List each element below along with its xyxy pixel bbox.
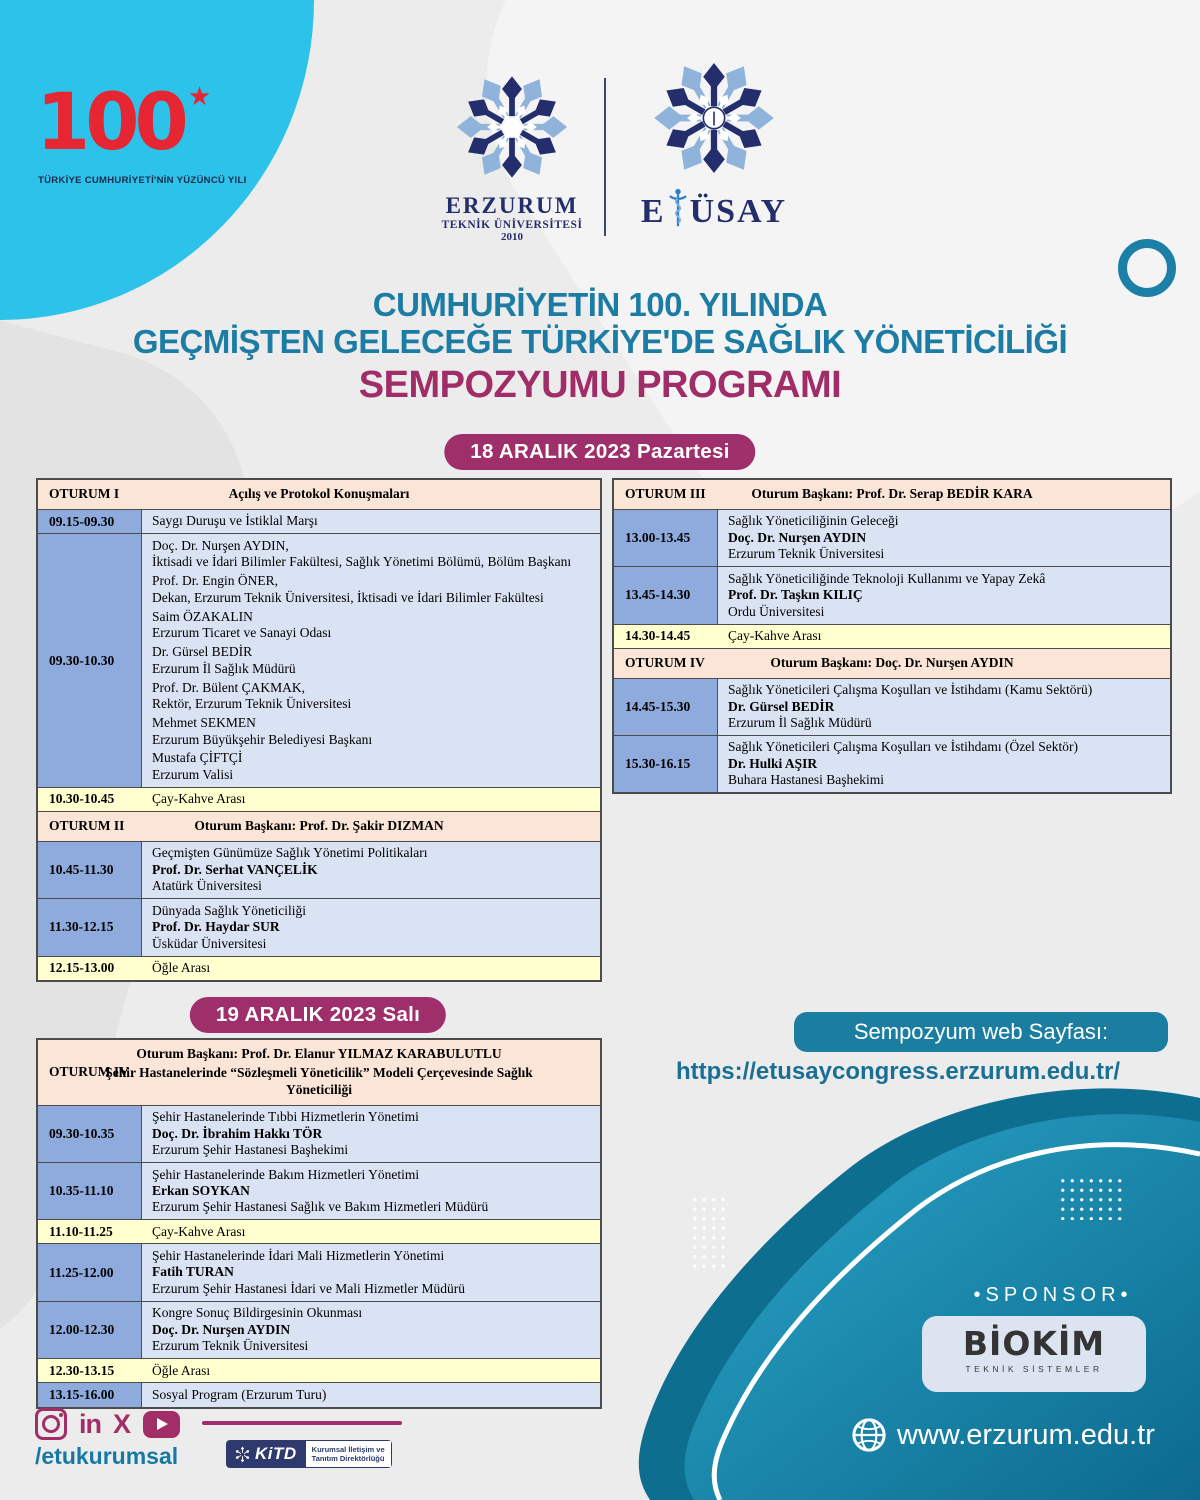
schedule-entry: Doç. Dr. Nurşen AYDIN, İktisadi ve İdari Bilimler Fakültesi, Sağlık Yönetimi Bölümü, Bölüm Başkanı — [152, 537, 572, 570]
schedule-row-item-10.45-11.30 — [38, 841, 600, 898]
break-time: 14.30-14.45 — [625, 628, 691, 644]
time-cell: 13.45-14.30 — [614, 567, 718, 623]
schedule-row-session — [38, 480, 600, 509]
session-label: OTURUM IV — [49, 1064, 129, 1080]
content-cell — [142, 1302, 600, 1358]
content-cell — [142, 1163, 600, 1219]
session-title: Açılış ve Protokol Konuşmaları — [228, 486, 410, 501]
logo-divider — [604, 78, 606, 236]
content-cell — [718, 736, 1170, 792]
schedule-row-break-12.15-13.00 — [38, 956, 600, 980]
biokim-subtitle: TEKNİK SİSTEMLER — [965, 1364, 1103, 1374]
social-handle[interactable]: /etukurumsal — [35, 1443, 179, 1469]
schedule-row-item-13.00-13.45 — [614, 509, 1170, 566]
schedule-row-session — [38, 1040, 600, 1105]
kitd-name-line1: Kurumsal İletişim ve — [311, 1445, 385, 1454]
etusay-wordmark-left: E — [640, 193, 666, 230]
kitd-short-name: KiTD — [255, 1444, 297, 1463]
break-label: Çay-Kahve Arası — [152, 1223, 246, 1239]
content-cell — [718, 567, 1170, 623]
schedule-entry: Sağlık Yöneticileri Çalışma Koşulları ve İstihdamı (Kamu Sektörü) Dr. Gürsel BEDİR Erzurum İl Sağlık Müdürü — [728, 682, 1093, 730]
session-title: Oturum Başkanı: Prof. Dr. Elanur YILMAZ KARABULUTLU Şehir Hastanelerinde “Sözleşmeli Yöneticilik” Modeli Çerçevesinde Sağlık Yöneticiliği — [105, 1046, 533, 1097]
time-cell: 11.25-12.00 — [38, 1244, 142, 1300]
schedule-row-break-10.30-10.45 — [38, 787, 600, 811]
schedule-entry: Sağlık Yöneticiliğinde Teknoloji Kullanımı ve Yapay Zekâ Prof. Dr. Taşkın KILIÇ Ordu Üniversitesi — [728, 570, 1046, 619]
youtube-icon[interactable] — [143, 1411, 180, 1438]
schedule-entry: Kongre Sonuç Bildirgesinin Okunması Doç. Dr. Nurşen AYDIN Erzurum Teknik Üniversitesi — [152, 1305, 363, 1354]
time-cell: 10.35-11.10 — [38, 1163, 142, 1219]
schedule-entry: Mehmet SEKMEN Erzurum Büyükşehir Belediyesi Başkanı — [152, 715, 373, 747]
schedule-row-item-14.45-15.30 — [614, 678, 1170, 735]
x-icon[interactable]: X — [113, 1408, 132, 1439]
teal-wave-panel — [600, 1080, 1200, 1500]
symposium-url[interactable]: https://etusaycongress.erzurum.edu.tr/ — [675, 1058, 1121, 1085]
kitd-badge — [226, 1440, 305, 1468]
kitd-logo — [226, 1440, 392, 1468]
kitd-full-name — [305, 1440, 392, 1468]
content-cell — [142, 899, 600, 955]
linkedin-icon[interactable]: in — [79, 1408, 101, 1439]
schedule-entry: Mustafa ÇİFTÇİ Erzurum Valisi — [152, 750, 243, 782]
schedule-row-session — [614, 648, 1170, 678]
session-label: OTURUM III — [625, 486, 706, 502]
website-url[interactable]: www.erzurum.edu.tr — [897, 1418, 1155, 1451]
etusay-snowflake-icon — [650, 54, 778, 182]
content-cell — [142, 510, 600, 533]
schedule-row-break-11.10-11.25 — [38, 1219, 600, 1243]
globe-icon — [850, 1416, 888, 1454]
dot-grid-right — [1058, 1176, 1124, 1220]
poster-title — [0, 286, 1200, 407]
centennial-number: 100 — [36, 78, 184, 168]
time-cell: 15.30-16.15 — [614, 736, 718, 792]
schedule-table-day2 — [36, 1038, 602, 1409]
etu-year: 2010 — [501, 231, 523, 243]
schedule-entry: Prof. Dr. Engin ÖNER, Dekan, Erzurum Teknik Üniversitesi, İktisadi ve İdari Bilimler Fakültesi — [152, 573, 544, 605]
schedule-entry: Şehir Hastanelerinde Tıbbi Hizmetlerin Yönetimi Doç. Dr. İbrahim Hakkı TÖR Erzurum Şehir Hastanesi Başhekimi — [152, 1109, 419, 1158]
etu-name-line1: ERZURUM — [445, 193, 579, 218]
schedule-row-item-09.15-09.30 — [38, 509, 600, 533]
title-line1: CUMHURİYETİN 100. YILINDA — [372, 286, 828, 323]
schedule-entry: Şehir Hastanelerinde Bakım Hizmetleri Yönetimi Erkan SOYKAN Erzurum Şehir Hastanesi Sağlık ve Bakım Hizmetleri Müdürü — [152, 1166, 489, 1215]
schedule-row-item-12.00-12.30 — [38, 1301, 600, 1358]
schedule-entry: Şehir Hastanelerinde İdari Mali Hizmetlerin Yönetimi Fatih TURAN Erzurum Şehir Hastanesi İdari ve Mali Hizmetler Müdürü — [152, 1247, 466, 1296]
social-icons — [35, 1408, 180, 1440]
content-cell — [718, 510, 1170, 566]
schedule-row-item-11.30-12.15 — [38, 898, 600, 955]
session-label: OTURUM I — [49, 486, 120, 502]
break-label: Öğle Arası — [152, 1362, 211, 1378]
schedule-entry: Saygı Duruşu ve İstiklal Marşı — [152, 513, 318, 529]
schedule-entry: Geçmişten Günümüze Sağlık Yönetimi Politikaları Prof. Dr. Serhat VANÇELİK Atatürk Üniversitesi — [152, 845, 428, 894]
kitd-snowflake-icon — [234, 1446, 251, 1463]
session-label: OTURUM II — [49, 818, 125, 834]
schedule-entry: Dünyada Sağlık Yöneticiliği Prof. Dr. Haydar SUR Üsküdar Üniversitesi — [152, 902, 306, 951]
sponsor-label: •SPONSOR• — [973, 1284, 1133, 1306]
schedule-entry: Prof. Dr. Bülent ÇAKMAK, Rektör, Erzurum Teknik Üniversitesi — [152, 679, 352, 712]
schedule-row-item-13.45-14.30 — [614, 566, 1170, 623]
etu-name-line2: TEKNİK ÜNİVERSİTESİ — [441, 219, 583, 231]
time-cell: 11.30-12.15 — [38, 899, 142, 955]
schedule-row-session — [614, 480, 1170, 509]
schedule-entry: Dr. Gürsel BEDİR Erzurum İl Sağlık Müdürü — [152, 644, 296, 676]
etusay-wordmark — [626, 187, 802, 229]
session-label: OTURUM IV — [625, 655, 705, 671]
schedule-entry: Sosyal Program (Erzurum Turu) — [152, 1386, 327, 1402]
time-cell: 13.00-13.45 — [614, 510, 718, 566]
schedule-entry: Sağlık Yöneticileri Çalışma Koşulları ve İstihdamı (Özel Sektör) Dr. Hulki AŞIR Buhara Hastanesi Başhekimi — [728, 739, 1079, 788]
time-cell: 13.15-16.00 — [38, 1383, 142, 1406]
time-cell: 09.30-10.35 — [38, 1106, 142, 1162]
etu-snowflake-icon — [453, 68, 571, 186]
break-time: 12.30-13.15 — [49, 1362, 115, 1378]
session-title: Oturum Başkanı: Doç. Dr. Nurşen AYDIN — [770, 654, 1014, 670]
centennial-100-logo — [36, 78, 212, 168]
schedule-row-break-12.30-13.15 — [38, 1358, 600, 1382]
schedule-row-item-13.15-16.00 — [38, 1382, 600, 1406]
break-label: Öğle Arası — [152, 960, 211, 976]
content-cell — [142, 1244, 600, 1300]
caduceus-icon — [668, 187, 688, 229]
star-icon: ★ — [187, 82, 212, 112]
title-line3: SEMPOZYUMU PROGRAMI — [358, 363, 842, 406]
day2-date-badge: 19 ARALIK 2023 Salı — [190, 997, 446, 1033]
university-website[interactable] — [850, 1416, 1155, 1454]
content-cell — [142, 1106, 600, 1162]
title-line2: GEÇMİŞTEN GELECEĞE TÜRKİYE'DE SAĞLIK YÖNETİCİLİĞİ — [132, 323, 1068, 361]
content-cell — [142, 534, 600, 787]
time-cell: 09.30-10.30 — [38, 534, 142, 787]
schedule-entry: Saim ÖZAKALIN Erzurum Ticaret ve Sanayi Odası — [152, 608, 332, 641]
schedule-row-item-15.30-16.15 — [614, 735, 1170, 792]
schedule-row-item-11.25-12.00 — [38, 1243, 600, 1300]
etu-logo — [430, 68, 594, 243]
schedule-entry: Sağlık Yöneticiliğinin Geleceği Doç. Dr. Nurşen AYDIN Erzurum Teknik Üniversitesi — [728, 513, 899, 562]
schedule-row-item-10.35-11.10 — [38, 1162, 600, 1219]
centennial-caption: TÜRKİYE CUMHURİYETİ'NİN YÜZÜNCÜ YILI — [38, 175, 247, 186]
schedule-table-day1-left — [36, 478, 602, 982]
time-cell: 09.15-09.30 — [38, 510, 142, 533]
schedule-row-item-09.30-10.30 — [38, 533, 600, 787]
etusay-logo — [626, 54, 802, 229]
break-time: 10.30-10.45 — [49, 791, 115, 807]
break-label: Çay-Kahve Arası — [728, 628, 822, 644]
time-cell: 14.45-15.30 — [614, 679, 718, 735]
schedule-row-session — [38, 811, 600, 841]
dot-grid-left — [690, 1195, 726, 1273]
schedule-table-day1-right — [612, 478, 1172, 794]
break-label: Çay-Kahve Arası — [152, 791, 246, 807]
kitd-name-line2: Tanıtım Direktörlüğü — [311, 1454, 385, 1463]
time-cell: 10.45-11.30 — [38, 842, 142, 898]
biokim-name: BİOKİM — [962, 1324, 1106, 1363]
session-title: Oturum Başkanı: Prof. Dr. Şakir DIZMAN — [194, 817, 444, 833]
instagram-icon[interactable] — [35, 1408, 67, 1440]
web-page-pill: Sempozyum web Sayfası: — [794, 1012, 1168, 1052]
footer-divider-line — [202, 1421, 402, 1425]
time-cell: 12.00-12.30 — [38, 1302, 142, 1358]
content-cell — [142, 1383, 600, 1406]
day1-date-badge: 18 ARALIK 2023 Pazartesi — [444, 434, 755, 470]
break-time: 11.10-11.25 — [49, 1223, 113, 1239]
biokim-logo — [922, 1316, 1146, 1392]
schedule-row-item-09.30-10.35 — [38, 1105, 600, 1162]
session-title: Oturum Başkanı: Prof. Dr. Serap BEDİR KARA — [751, 486, 1033, 501]
etusay-wordmark-right: ÜSAY — [689, 193, 788, 230]
content-cell — [718, 679, 1170, 735]
schedule-row-break-14.30-14.45 — [614, 624, 1170, 648]
content-cell — [142, 842, 600, 898]
break-time: 12.15-13.00 — [49, 960, 115, 976]
